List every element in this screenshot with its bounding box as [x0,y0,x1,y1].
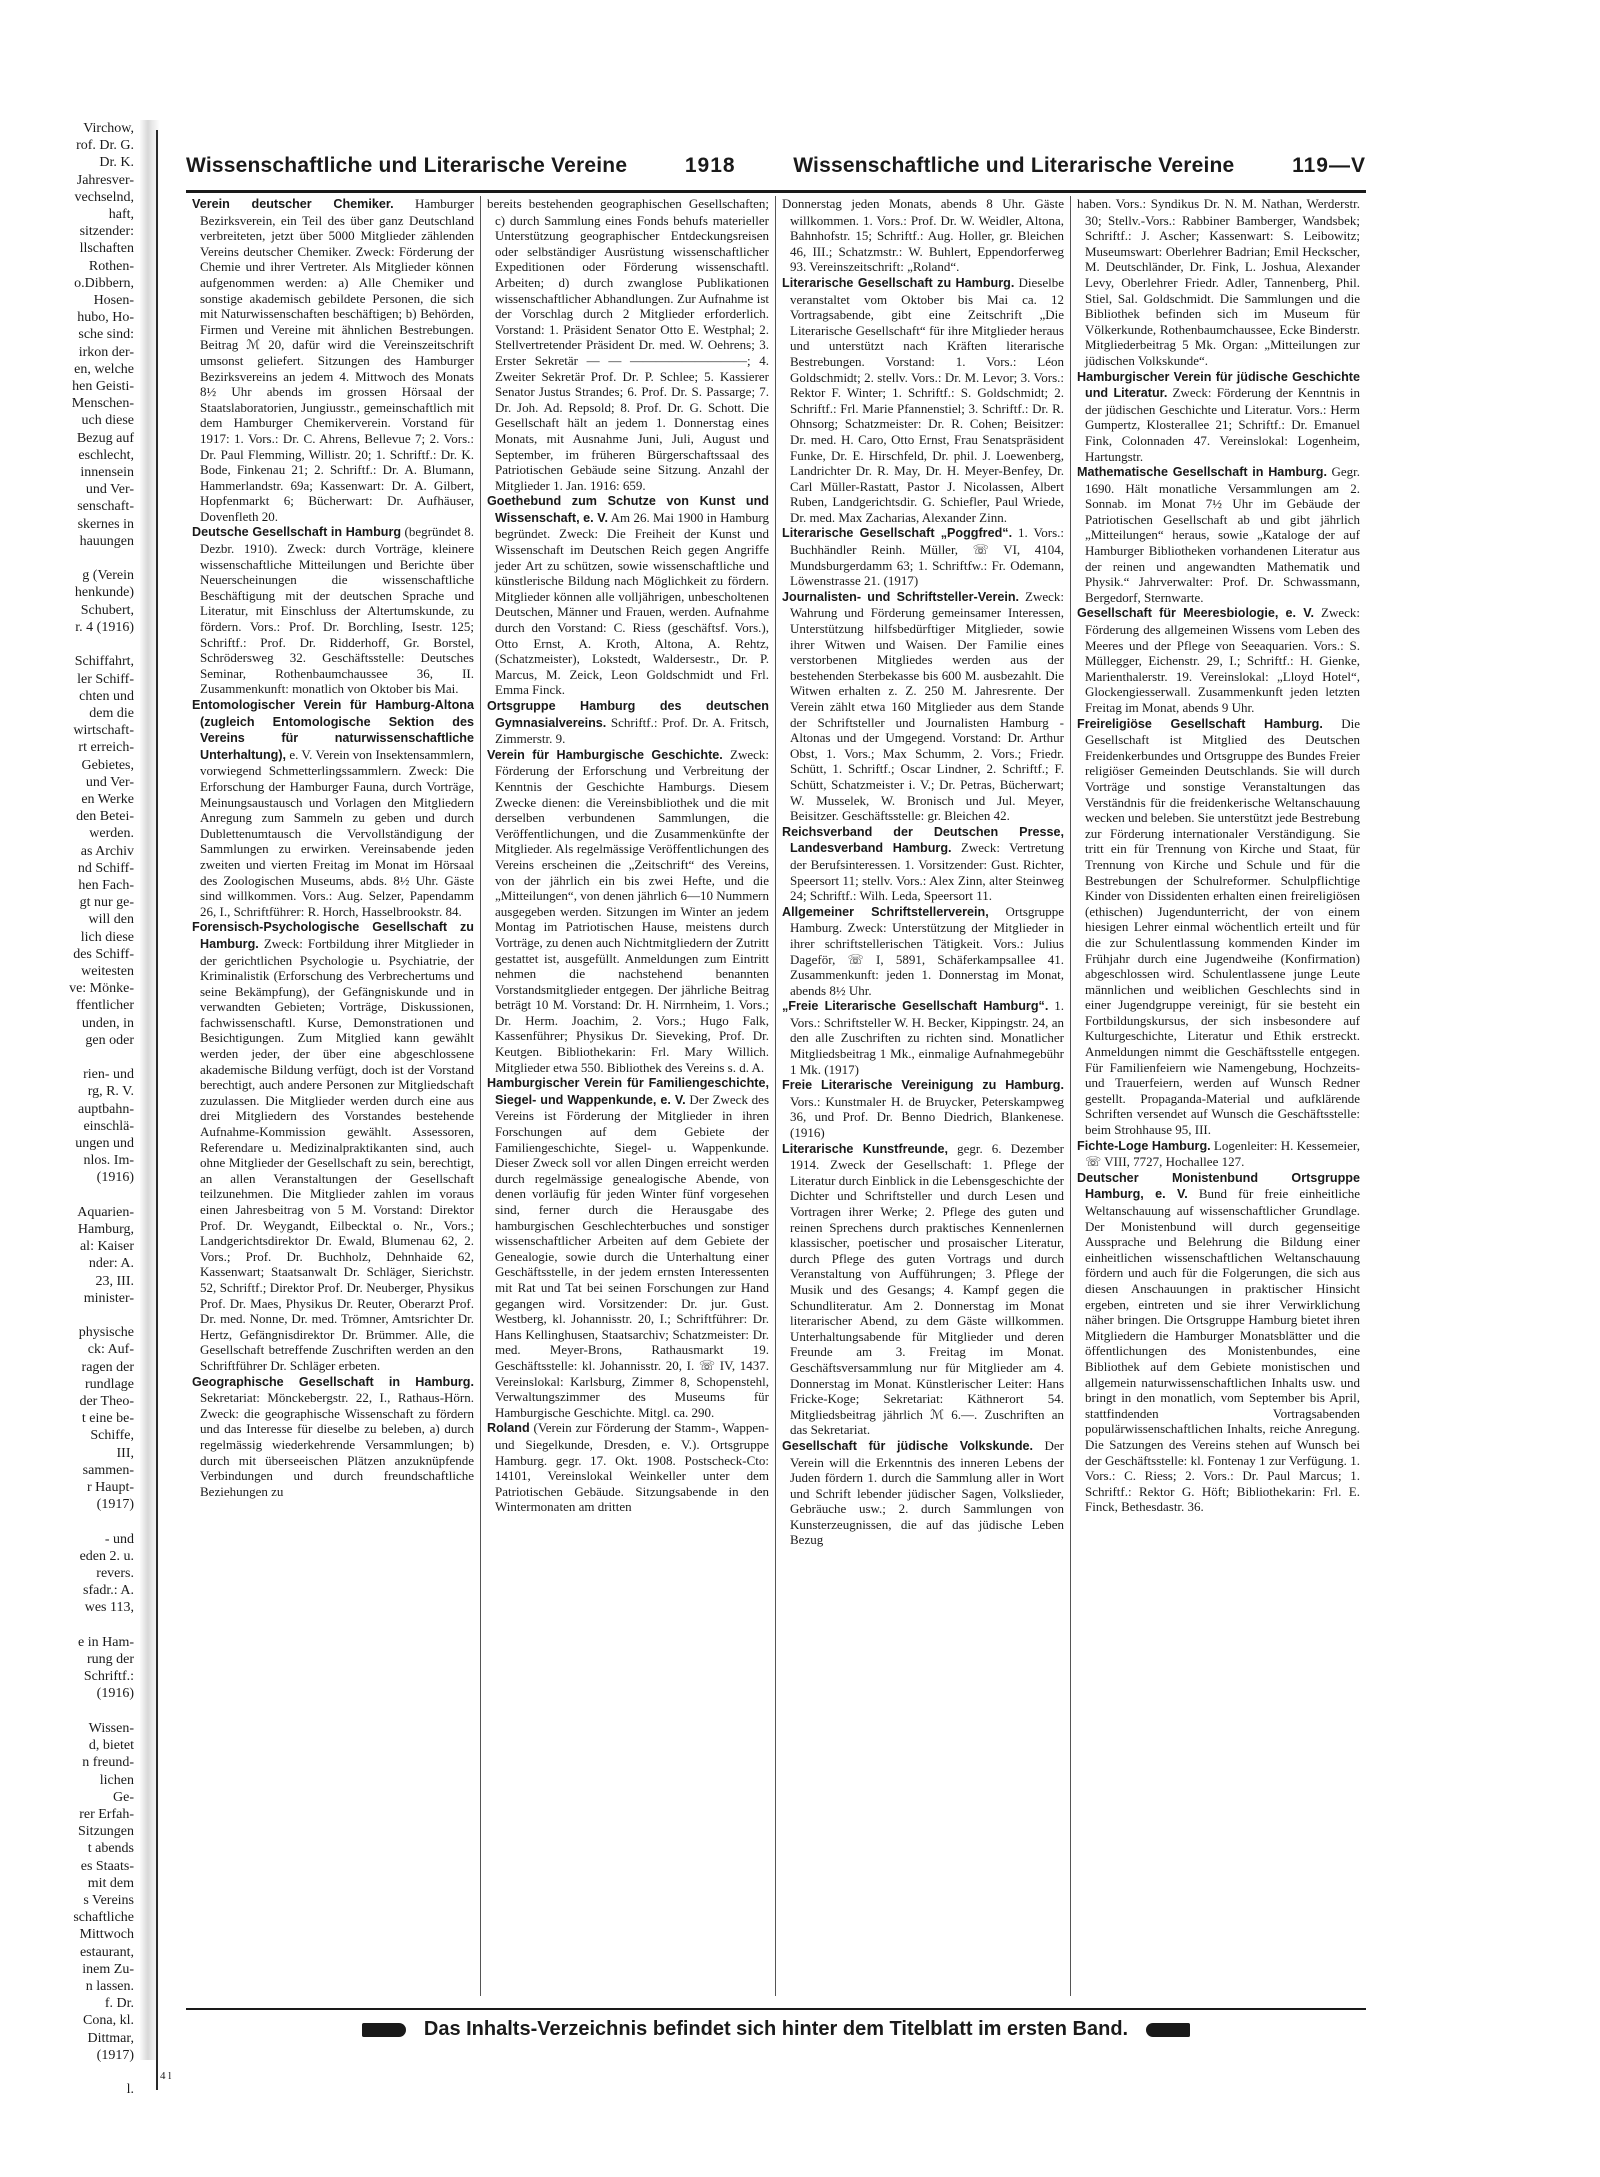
left-page-line: en, welche [74,361,134,377]
entry-heading: Hamburgischer Verein für Familiengeschichte, Siegel- und Wappenkunde, e. V. [487,1076,769,1107]
entry-text: Zweck: Vertretung der Berufsinteressen. 1. Vorsitzender: Gust. Richter, Speersort 11; stellv. Vors.: Alex Zinn, alter Steinweg 24; Schriftf.: Wilh. Leda, Speersort 11. [790,840,1064,904]
left-page-line: Ge- [113,1789,134,1805]
directory-entry [782,998,1064,1077]
left-page-line: sfadr.: A. [83,1583,134,1599]
left-page-line: ungen und [75,1135,134,1151]
entry-heading: Gesellschaft für Meeresbiologie, e. V. [1077,606,1315,621]
left-page-line: (1917) [96,2047,134,2063]
entry-heading: Journalisten- und Schriftsteller-Verein. [782,589,1020,604]
left-page-line: Wissen- [88,1720,134,1736]
header-year: 1918 [684,154,736,177]
left-page-line: Jahresver- [76,172,134,188]
entry-text: Ortsgruppe Hamburg. Zweck: Unterstützung der Mitglieder in ihrer schriftstellerischen Tätigkeit. Vors.: Julius Dageför, ☏ I, 5891, Schäferkampsallee 41. Zusammenkunft: jeden 1. Donnerstag im Monat, abends 8½ Uhr. [790,903,1064,998]
left-page-line: rg, R. V. [87,1084,134,1100]
text-column [186,196,481,1996]
left-page-line [0,1617,134,1634]
left-page-line: l. [126,2082,134,2098]
text-column [776,196,1071,1996]
entry-text: Am 26. Mai 1900 in Hamburg begründet. Zweck: Die Freiheit der Kunst und Wissenschaft im Deutschen Reich gegen Angriffe jeder Art zu schützen, sowie wissenschaftliche und künstlerische Bildung nach Möglichkeit zu fördern. Mitglieder können alle volljährigen, unbescholtenen Deutschen, Männer und Frauen, werden. Aufnahme durch den Vorstand: C. Riess (geschäftsf. Vors.), Otto Ernst, A. Kroth, Altona, A. Rehtz, (Schatzmeister), Lokstedt, Waldersestr., Dr. P. Marcus, M. Zeick, Leon Goldschmidt und Frl. Emma Finck. [495,509,769,698]
entry-heading: Geographische Gesellschaft in Hamburg. [192,1374,474,1389]
left-page-line: hen Geisti- [72,379,134,395]
directory-entry [1077,464,1360,605]
left-page-line: eden 2. u. [79,1548,134,1564]
left-page-line: 23, III. [95,1273,134,1289]
directory-entry [1077,1170,1360,1515]
left-page-line: es Staats- [80,1858,134,1874]
entry-heading: Allgemeiner Schriftstellerverein, [782,904,989,919]
left-page-line: auptbahn- [78,1101,134,1117]
left-page-line: Rothen- [88,258,134,274]
entry-text: Zweck: Förderung der Erforschung und Verbreitung der Kenntnis der Geschichte Hamburgs. Diesem Zwecke dienen: die Vereinsbibliothek und die mit derselben verbundenen Sammlungen, die Veröffentlichungen, und die Zusammenkünfte der Mitglieder. Als regelmässige Veröffentlichungen des Vereins erscheinen die „Zeitschrift“ des Vereins, von der jährlich ein bis zwei Hefte, und die „Mitteilungen“, von denen jährlich 6—10 Nummern ausgegeben werden. Sitzungen im Winter an jedem Montag im Patriotischen Hause, meistens durch Vorträge, zu denen auch Nichtmitgliedern der Zutritt gestattet ist, ausgefüllt. Anmeldungen zum Eintritt nehmen die nachstehend benannten Vorstandsmitglieder entgegen. Der jährliche Beitrag beträgt 10 M. Vorstand: Dr. H. Nirrnheim, 1. Vors.; Dr. Herm. Joachim, 2. Vors.; Hugo Falk, Kassenführer; Physikus Dr. Sieveking, Prof. Dr. Keutgen. Bibliothekarin: Frl. Mary Willich. Mitglieder etwa 550. Bibliothek des Vereins s. d. A. [495,746,769,1075]
directory-entry [1077,716,1360,1138]
entry-text: Gegr. 1690. Hält monatliche Versammlungen am 2. Sonnab. im Monat 7½ Uhr im Gebäude der Patriotischen Gesellschaft ab und gibt jährlich „Mitteilungen“ heraus, sowie „Kataloge der auf Hamburger Bibliotheken vorhandenen Literatur aus der reinen und angewandten Mathematik und Physik.“ Jahrverwalter: Prof. Dr. Schwassmann, Bergedorf, Sternwarte. [1085,464,1360,605]
left-page-line: werden. [89,826,134,842]
entry-heading: Freireligiöse Gesellschaft Hamburg. [1077,716,1323,731]
entry-heading: Deutsche Gesellschaft in Hamburg [192,525,402,540]
main-page [156,130,1560,2090]
left-page-line: n freund- [82,1755,134,1771]
pointing-hand-icon [362,2023,406,2037]
left-page-line: al: Kaiser [79,1239,134,1255]
left-page-line: Dittmar, [87,2030,134,2046]
left-page-line: gen oder [85,1032,134,1048]
directory-entry [1077,196,1360,369]
entry-text: Die Gesellschaft ist Mitglied des Deutschen Freidenkerbundes und Ortsgruppe des Bundes Freier religiöser Gemeinden Deutschlands. Sie will durch Vorträge und sonstige Veranstaltungen das Verständnis für die freidenkerische Weltanschauung wecken und beleben. Sie unterstützt jede Bestrebung zur Förderung internationaler Verständigung. Sie tritt ein für Trennung von Kirche und Staat, für Trennung von Kirche und Schule und für die Bestrebungen der Schulreformer. Schulpflichtige Kinder von Dissidenten erhalten einen freireligiösen (ethischen) Jugendunterricht, der von einem hiesigen Lehrer einmal wöchentlich erteilt und für die zur Schulentlassung kommenden Kinder im Frühjahr durch eine Jugendweihe (Konfirmation) abgeschlossen wird. Schulentlassene junge Leute männlichen und weiblichen Geschlechts sind in einer Jugendgruppe vereinigt, für sie besteht ein Fortbildungskursus, der sich insbesondere auf Kulturgeschichte, Literatur und Ethik erstreckt. Anmeldungen nimmt die Geschäftsstelle entgegen. Für Familienfeiern wie Namengebung, Hochzeits- und Trauerfeiern, werden auf Wunsch Redner gestellt. Propaganda-Material und aufklärende Schriften versendet auf Wunsch die Geschäftsstelle: beim Strohhause 95, III. [1085,715,1360,1138]
left-page-line: nder: A. [88,1256,134,1272]
left-page-line: llschaften [79,241,134,257]
left-page-line: r. 4 (1916) [75,619,134,635]
left-page-line: ve: Mönke- [69,981,134,997]
entry-heading: Literarische Kunstfreunde, [782,1141,949,1156]
left-page-line: ck: Auf- [87,1342,134,1358]
directory-entry [487,1420,769,1515]
left-page-line: Cona, kl. [83,2013,134,2029]
left-page-line: Bezug auf [76,430,134,446]
left-page-line: rien- und [83,1067,134,1083]
left-page-line: weitesten [81,963,134,979]
left-page-line: rung der [86,1652,134,1668]
left-page-line: Dr. K. [99,155,134,171]
left-page-line: nd Schiff- [77,860,134,876]
left-page-line: eschlecht, [78,447,134,463]
left-page-line: physische [78,1325,134,1341]
left-page-line: g (Verein [82,568,134,584]
entry-text: haben. Vors.: Syndikus Dr. N. M. Nathan, Werderstr. 30; Stellv.-Vors.: Rabbiner Bamberger, Wandsbek; Schriftf.: J. Ascher; Kassenwart: S. Leibowitz; Museumswart: Oberlehrer Badrian; Emil Heckscher, M. Deutschländer, Dr. Fink, L. Joshua, Alexander Levy, Oberlehrer Friedr. Adler, Tannenberg, Phil. Stiel, Sal. Goldschmidt. Die Sammlungen und die Bibliothek befinden sich im Museum für Völkerkunde, Rothenbaumchaussee, Ecke Binderstr. Mitgliederbeitrag 5 Mk. Organ: „Mitteilungen zur jüdischen Volkskunde“. [1077,196,1360,368]
left-page-line: as Archiv [80,843,134,859]
entry-heading: Goethebund zum Schutze von Kunst und Wissenschaft, e. V. [487,494,769,525]
left-page-line [0,1049,134,1066]
directory-entry [782,196,1064,275]
left-page-line: en Werke [81,791,134,807]
left-page-line: henkunde) [74,585,134,601]
entry-heading: Forensisch-Psychologische Gesellschaft zu Hamburg. [192,920,474,951]
left-page-line: e in Ham- [78,1634,134,1650]
left-page-line: o.Dibbern, [74,275,134,291]
entry-text: Zweck: Wahrung und Förderung gemeinsamer Interessen, Unterstützung hilfsbedürftiger Mitglieder, sowie ihrer Witwen und Waisen. Der Familie eines verstorbenen Mitgliedes werden aus der bestehenden Sterbekasse bis 600 M. ausbezahlt. Die Witwen erhalten z. Z. 250 M. Jahresrente. Der Verein zählt etwa 160 Mitglieder aus dem Stande der Schriftsteller und Journalisten Hamburg - Altonas und der Umgegend. Vorstand: Dr. Arthur Obst, 1. Vors.; Max Schumm, 2. Vors.; Friedr. Schütt, 1. Schriftf.; Oscar Lindner, 2. Schriftf.; F. Schütt, Schatzmeister i. V.; Dr. Petras, Bücherwart; W. Musselek, W. Bronisch und Jul. Meyer, Beisitzer. Geschäftsstelle: gr. Bleichen 42. [790,588,1065,824]
left-page-line [0,1307,134,1324]
left-page-line: lich diese [80,929,134,945]
left-page-line: nlos. Im- [83,1153,134,1169]
directory-entry [192,196,474,524]
left-page-line: uch diese [81,413,134,429]
entry-text: Sekretariat: Mönckebergstr. 22, I., Rathaus-Hörn. Zweck: die geographische Wissenschaft zu fördern und das Interesse für dieselbe zu beleben, a) durch regelmässig wiederkehrende Versammlungen; b) durch mit überseeischen Plätzen anzuknüpfende Verbindungen und durch freundschaftliche Beziehungen zu [200,1390,474,1499]
left-page-line: irkon der- [78,344,134,360]
entry-text: e. V. Verein von Insektensammlern, vorwiegend Schmetterlingssammlern. Zweck: Die Erforschung der Hamburger Fauna, durch Vorträge, Meinungsaustausch und Vorlagen den Mitgliedern Anregung zum Sammeln zu geben und durch Dublettenumtausch die Vervollständigung der Sammlungen zu erwirken. Vereinsabende jeden zweiten und vierten Freitag im Monat im Hörsaal des Zoologischen Museums, abds. 8½ Uhr. Gäste sind willkommen. Vors.: Aug. Selzer, Papendamm 26, I., Schriftführer: R. Horch, Hasselbrookstr. 84. [200,746,474,919]
left-page-line: sammen- [82,1462,134,1478]
left-page-line: - und [104,1531,134,1547]
directory-entry [487,493,769,698]
directory-entry [782,1141,1064,1438]
text-columns [186,196,1366,1996]
entry-heading: Deutscher Monistenbund Ortsgruppe Hamburg, e. V. [1077,1170,1360,1202]
entry-text: Der Verein will die Erkenntnis des inneren Lebens der Juden fördern 1. durch die Sammlung aller in Wort und Schrift lebender jüdischer Sagen, Volkslieder, Gebräuche usw.; 2. durch Sammlungen von Kunsterzeugnissen, die auf das jüdische Leben Bezug [790,1437,1064,1548]
entry-text: Der Zweck des Vereins ist Förderung der Mitglieder in ihren Forschungen auf dem Gebiete der Familiengeschichte, Siegel- u. Wappenkunde. Dieser Zweck soll vor allen Dingen erreicht werden durch regelmässige genealogische Abende, von denen vorläufig für jeden Winter fünf vorgesehen sind, ferner durch die Herausgabe des hamburgischen Geschlechterbuches und sonstiger wissenschaftlicher Arbeiten auf dem Gebiete der Genealogie, sowie durch die Unterhaltung einer Geschäftsstelle, in der jedem ernsten Interessenten mit Rat und Tat bei seinen Forschungen zur Hand gegangen wird. Vorsitzender: Dr. jur. Gust. Westberg, kl. Johannisstr. 20, I.; Schriftführer: Dr. Hans Kellinghusen, Staatsarchiv; Schatzmeister: Dr. med. Meyer-Brons, Rathausmarkt 19. Geschäftsstelle: kl. Johannisstr. 20, I. ☏ IV, 1437. Vereinslokal: Karlsburg, Zimmer 8, Schopenstehl, Verwaltungszimmer des Museums für Hamburgische Geschichte. Mitgl. ca. 290. [495,1091,770,1420]
entry-heading: Mathematische Gesellschaft in Hamburg. [1077,465,1327,480]
left-page-line: t eine be- [81,1411,134,1427]
left-page-line [0,636,134,653]
entry-text: Logenleiter: H. Kessemeier, ☏ VIII, 7727, Hochallee 127. [1085,1137,1360,1170]
entry-text: Hamburger Bezirksverein, ein Teil des über ganz Deutschland verbreiteten, jetzt über 5000 Mitglieder zählenden Vereins deutscher Chemiker. Zweck: Förderung der Chemie und ihrer Vertreter. Als Mitglieder können aufgenommen werden: a) Alle Chemiker und sonstige akademisch gebildete Personen, die sich mit Naturwissenschaften beschäftigen; b) Behörden, Firmen und Vereine mit ähnlichen Bestrebungen. Beitrag ℳ 20, dafür wird die Vereinszeitschrift umsonst geliefert. Sitzungen des Hamburger Bezirksvereins an jedem 4. Mittwoch des Monats 8½ Uhr abends im grossen Hörsaal der Staatslaboratorien, Jungiusstr., gemeinschaftlich mit dem Hamburger Chemikerverein. Vorstand für 1917: 1. Vors.: Dr. C. Ahrens, Bellevue 7; 2. Vors.: Dr. Paul Flemming, Willistr. 20; 1. Schriftf.: Dr. K. Bode, Finkenau 21; 2. Schriftf.: Dr. A. Blumann, Hammerlandstr. 69a; Kassenwart: Dr. A. Gilbert, Hopfenmarkt 6; Bücherwart: Dr. Aufhäuser, Dovenfleth 20. [200,196,474,524]
left-page-line: hauungen [79,533,134,549]
left-page-line: skernes in [77,516,134,532]
entry-heading: Verein deutscher Chemiker. [192,197,394,211]
left-page-line: revers. [96,1566,134,1582]
text-column [481,196,776,1996]
directory-entry [1077,605,1360,715]
pointing-hand-icon [1146,2023,1190,2037]
left-page-line: Hamburg, [77,1222,134,1237]
entry-text: Bund für freie einheitliche Weltanschauung auf wissenschaftlicher Grundlage. Der Monistenbund will durch gegenseitige Aussprache und Belehrung die Bildung einer einheitlichen wissenschaftlichen Weltanschauung fördern und auch für die Folgerungen, die sich aus diesen Anschauungen in praktischer Hinsicht ergeben, eintreten und sie ihrer Verwirklichung näher bringen. Die Ortsgruppe Hamburg bietet ihren Mitgliedern die Hamburger Monatsblätter und die öffentlichungen des Monistenbundes, eine Bibliothek auf dem Gebiete monistischen und allgemein naturwissenschaftlichen Inhalts usw. und bringt in den monatlich, vom September bis April, stattfindenden Vortragsabenden populärwissenschaftlichen Inhalts, reiche Anregung. Die Satzungen des Vereins stehen auf Wunsch bei der Geschäftsstelle: kl. Fontenay 1 zur Verfügung. 1. Vors.: C. Riess; 2. Vors.: Dr. Paul Marcus; 1. Schriftf.: Rektor G. Höft; Bibliothekarin: Frl. E. Finck, Bethesdastr. 36. [1085,1186,1360,1515]
entry-heading: Ortsgruppe Hamburg des deutschen Gymnasialvereins. [487,699,769,730]
footer-note [186,2018,1366,2041]
directory-entry [487,1075,769,1420]
left-page-line: lichen [99,1772,134,1788]
left-page-line: d, bietet [88,1738,134,1754]
entry-text: Vors.: Kunstmaler H. de Bruycker, Peterskampweg 36, und Prof. Dr. Benno Diedrich, Blankenese. (1916) [790,1093,1064,1141]
directory-entry [192,1374,474,1500]
left-page-line: (1916) [96,1170,134,1186]
left-page-line: rof. Dr. G. [76,138,134,154]
left-page-line [0,550,134,567]
header-right-title: Wissenschaftliche und Literarische Vereine [793,154,1235,177]
left-page-line: des Schiff- [73,946,134,962]
directory-entry [192,524,474,697]
left-page-line: Schubert, [80,602,134,618]
left-page-line: innensein [80,465,134,481]
left-page-line: (1916) [96,1686,134,1702]
directory-entry [192,697,474,919]
directory-entry [782,904,1064,999]
left-page-line [0,1703,134,1720]
left-page-line: schaftliche [73,1910,134,1926]
directory-entry [192,919,474,1373]
entry-text: Zweck: Förderung der Kenntnis in der jüdischen Geschichte und Literatur. Vors.: Herm Gumpertz, Klosterallee 21; Schriftf.: Dr. Emanuel Fink, Colonnaden 47. Vereinslokal: Logenheim, Hartungstr. [1085,385,1361,464]
left-page-line: Gebietes, [81,757,134,773]
entry-text: Dieselbe veranstaltet vom Oktober bis Mai ca. 12 Vortragsabende, gibt eine Zeitschrift „Die Literarische Gesellschaft“ für ihre Mitglieder heraus und unterstützt nach Kräften literarische Bestrebungen. Vorstand: 1. Vors.: Léon Goldschmidt; 2. stellv. Vors.: Dr. M. Levor; 3. Vors.: Rektor F. Winter; 1. Schriftf.: S. Goldschmidt; 2. Schriftf.: Frl. Marie Pfannenstiel; 3. Schriftf.: Dr. R. Ohnsorg; Schatzmeister: Dr. R. Cohen; Beisitzer: Dr. med. H. Caro, Otto Ernst, Frau Senatspräsident Funke, Dr. E. Hirschfeld, Dr. phil. J. Loewenberg, Landrichter Dr. R. May, Dr. H. Meyer-Benfey, Dr. Carl Müller-Rastatt, Pastor J. Nicolassen, Albert Ruben, Landgerichtsdir. G. Schiefler, Paul Wriede, Dr. med. Max Zacharias, Alexander Zinn. [790,274,1065,525]
left-page-line: hubo, Ho- [77,310,134,326]
directory-entry [782,589,1064,824]
directory-entry [782,275,1064,526]
entry-heading: Entomologischer Verein für Hamburg-Altona (zugleich Entomologische Sektion des Vereins für naturwissenschaftliche Unterhaltung), [192,698,474,762]
entry-text: gegr. 6. Dezember 1914. Zweck der Gesellschaft: 1. Pflege der Literatur durch Einblick in die Lebensgeschichte der Dichter und Schriftsteller und durch Lesen und Vortragen ihrer Werke; 2. Pflege des guten und reinen Sprechens durch praktisches Kennenlernen klassischer, poetischer und prosaischer Literatur, durch Pflege des guten Vortrags und durch Veranstaltung von Aufführungen; 3. Pflege der Musik und des Gesangs; 4. Kampf gegen die Schundliteratur. Am 2. Donnerstag im Monat literarischer Abend, zu dem Gäste willkommen. Unterhaltungsabende für Mitglieder und deren Freunde am 3. Freitag im Monat. Geschäftsversammlung nur für Mitglieder am 4. Donnerstag im Monat. Künstlerischer Leiter: Hans Fricke-Koge; Sekretariat: Käthnerort 54. Mitgliedsbeitrag jährlich ℳ 6.—. Zuschriften an das Sekretariat. [790,1140,1064,1438]
left-page-fragment [0,120,140,2098]
entry-heading: Freie Literarische Vereinigung zu Hamburg. [782,1078,1064,1093]
entry-text: Schriftf.: Prof. Dr. A. Fritsch, Zimmerstr. 9. [495,714,769,747]
left-page-line: vechselnd, [74,189,134,205]
entry-heading: Gesellschaft für jüdische Volkskunde. [782,1438,1034,1453]
left-page-line [0,2064,134,2081]
left-page-line: rundlage [85,1376,134,1392]
footer-rule [186,2008,1366,2010]
entry-heading: Roland [487,1421,530,1436]
entry-text: 1. Vors.: Buchhändler Reinh. Müller, ☏ VI, 4104, Mundsburgerdamm 63; 1. Schriftfw.: Fr. Odemann, Löwenstrasse 21. (1917) [790,525,1064,589]
scan-edge [0,0,1600,40]
left-page-line: haft, [108,207,134,223]
left-page-line: n lassen. [85,1978,134,1994]
left-page-line: unden, in [81,1015,134,1031]
left-page-line: will den [88,912,134,928]
left-page-line: s Vereins [83,1892,134,1908]
footer-text: Das Inhalts-Verzeichnis befindet sich hinter dem Titelblatt im ersten Band. [423,2018,1129,2040]
left-page-line: der Theo- [79,1394,134,1410]
directory-entry [782,1077,1064,1140]
left-page-line: und Ver- [85,774,134,790]
entry-heading: Fichte-Loge Hamburg. [1077,1138,1211,1153]
directory-entry [487,698,769,747]
left-page-line: t abends [87,1841,134,1857]
entry-heading: Literarische Gesellschaft zu Hamburg. [782,275,1015,290]
left-page-line: dem die [89,705,134,721]
left-page-line: ffentlicher [75,998,134,1014]
directory-entry [1077,1138,1360,1170]
entry-text: 1. Vors.: Schriftsteller W. H. Becker, Kippingstr. 24, an den alle Zuschriften zu richten sind. Monatlicher Mitgliedsbeitrag 1 Mk., einmalige Aufnahmegebühr 1 Mk. (1917) [790,998,1065,1077]
entry-heading: Hamburgischer Verein für jüdische Geschichte und Literatur. [1077,369,1360,401]
directory-entry [1077,369,1360,465]
left-page-line: den Betei- [76,809,134,825]
left-page-line: sche sind: [78,327,134,343]
left-page-line: Aquarien- [77,1204,134,1220]
entry-text: (begründet 8. Dezbr. 1910). Zweck: durch Vorträge, kleinere wissenschaftliche Mitteilungen und Berichte über Neuerscheinungen die wissenschaftliche Beschäftigung mit der deutschen Sprache und Literatur, mit Einschluss der Altertumskunde, zu fördern. Vors.: Prof. Dr. Borchling, Isestr. 125; Schriftf.: Prof. Dr. Ridderhoff, Gr. Borstel, Schrödersweg 32. Geschäftsstelle: Deutsches Seminar, Rothenbaumchaussee 36, II. Zusammenkunft: monatlich von Oktober bis Mai. [200,524,475,697]
left-page-line: wirtschaft- [73,723,134,739]
left-page-line: r Haupt- [86,1480,134,1496]
directory-entry [487,196,769,493]
left-page-line: (1917) [96,1497,134,1513]
running-header [186,144,1366,188]
left-page-line: Hosen- [93,293,134,309]
text-column [1071,196,1366,1996]
left-page-line: wes 113, [84,1600,134,1616]
left-page-line: rt erreich- [78,740,134,756]
left-page-line: chten und [79,688,134,704]
left-page-line: ragen der [81,1359,134,1375]
left-page-line: sitzender: [79,224,134,240]
left-page-line: rer Erfah- [79,1806,134,1822]
left-page-line: minister- [83,1290,134,1306]
left-page-line: III, [116,1445,134,1461]
directory-entry [782,1438,1064,1548]
left-page-line: und Ver- [85,482,134,498]
entry-heading: Literarische Gesellschaft „Poggfred“. [782,526,1013,541]
left-page-line: Mittwoch [79,1927,134,1943]
left-page-line: Sitzungen [78,1824,134,1840]
left-page-line: Schiffe, [90,1428,134,1444]
entry-text: Zweck: Förderung des allgemeinen Wissens vom Leben des Meeres und der Pflege von Seeaquarien. Vors.: S. Müllegger, Eichenstr. 29, I.; Schriftf.: H. Gienke, Marienthalerstr. 19. Vereinslokal: „Lloyd Hotel“, Glockengiesserwall. Zusammenkunft jeden letzten Freitag im Monat, abends 9 Uhr. [1085,605,1360,715]
left-page-line: f. Dr. [104,1996,134,2012]
left-page-line: Virchow, [83,121,134,136]
directory-entry [782,824,1064,904]
entry-text: Zweck: Fortbildung ihrer Mitglieder in der gerichtlichen Psychologie u. Psychiatrie, der Kriminalistik (Erforschung des Verbrechertums und seine Bekämpfung), der Gefängniskunde und in verwandten Gebieten; Vorträge, Diskussionen, fachwissenschaftl. Kurse, Demonstrationen und Besichtigungen. Zum Mitglied kann gewählt werden jeder, der über eine abgeschlossene akademische Bildung verfügt, doch ist der Vorstand berechtigt, auch andere Personen zur Mitgliedschaft zuzulassen. Die Mitglieder werden durch eine aus drei Mitgliedern des Vorstandes bestehende Aufnahme-Kommission gewählt. Assessoren, Referendare u. Medizinalpraktikanten sind, auch ohne Mitglieder der Gesellschaft zu sein, berechtigt, an allen Veranstaltungen der Gesellschaft teilzunehmen. Die Mitglieder zahlen im voraus einen Jahresbeitrag von 5 M. Vorstand: Direktor Prof. Dr. Weygandt, Eilbecktal o. Nr., Vors.; Landgerichtsdirektor Dr. Ewald, Blumenau 62, 2. Vors.; Prof. Dr. Buchholz, Dehnhaide 62, Kassenwart; Staatsanwalt Dr. Schläger, Sierichstr. 52, Schriftf.; Direktor Prof. Dr. Neuberger, Physikus Prof. Dr. Maes, Physikus Dr. Reuter, Oberarzt Prof. Dr. med. Nonne, Dr. med. Trömner, Amtsrichter Dr. Hertz, Gefängnisdirektor Dr. Brümmer. Alle, die Gesellschaft betreffende Zuschriften werden an den Schriftführer Dr. Schläger erbeten. [200,935,474,1373]
left-page-line: mit dem [87,1875,134,1891]
entry-text: bereits bestehenden geographischen Gesellschaften; c) durch Sammlung eines Fonds behufs materieller Unterstützung geographischer Entdeckungsreisen oder selbständiger Ausrüstung wissenschaftlicher Expeditionen oder Förderung wissenschaftl. Arbeiten; d) durch zwanglose Publikationen wissenschaftlicher Abhandlungen. Zur Aufnahme ist der Vorschlag durch 2 Mitglieder erforderlich. Vorstand: 1. Präsident Senator Otto E. Westphal; 2. Stellvertretender Präsident Dr. med. W. Oehrens; 3. Erster Sekretär — — —————————; 4. Zweiter Sekretär Prof. Dr. P. Schlee; 5. Kassierer Senator Justus Strandes; 6. Prof. Dr. S. Passarge; 7. Dr. Joh. Ad. Repsold; 8. Prof. Dr. G. Schott. Die Gesellschaft hält an jedem 1. Donnerstag eines Monats, mit Ausnahme Juni, Juli, August und September, im früheren Bürgerschaftssaal des Patriotischen Gebäude seine Sitzung. Anzahl der Mitglieder 1. Jan. 1916: 659. [487,196,769,493]
header-left-title: Wissenschaftliche und Literarische Vereine [186,154,628,177]
left-page-line: senschaft- [77,499,134,515]
entry-heading: Verein für Hamburgische Geschichte. [487,747,723,762]
entry-heading: Reichsverband der Deutschen Presse, Landesverband Hamburg. [782,824,1064,856]
left-page-line: Menschen- [71,396,134,412]
left-page-line: inem Zu- [82,1961,134,1977]
entry-heading: „Freie Literarische Gesellschaft Hamburg“. [782,999,1049,1014]
left-page-line: einschlä- [83,1118,134,1134]
left-page-line: estaurant, [79,1944,134,1960]
corner-mark: 4 l [160,2070,172,2082]
entry-text: (Verein zur Förderung der Stamm-, Wappen- und Siegelkunde, Dresden, e. V.). Ortsgruppe Hamburg. gegr. 17. Okt. 1908. Postscheck-Cto: 14101, Vereinslokal Weinkeller unter dem Patriotischen Gebäude. Sitzungsabende in den Wintermonaten am dritten [495,1420,769,1515]
left-page-line: Schiffahrt, [74,654,134,670]
header-rule [186,190,1366,193]
left-page-line [0,1187,134,1204]
left-page-line: ler Schiff- [77,671,134,687]
left-page-line: gt nur ge- [79,895,134,911]
left-page-line: Schriftf.: [83,1669,134,1685]
page-number: 119—V [1292,154,1366,177]
directory-entry [782,525,1064,588]
left-page-line: hen Fach- [78,877,134,893]
entry-text: Donnerstag jeden Monats, abends 8 Uhr. Gäste willkommen. 1. Vors.: Prof. Dr. W. Weidler, Altona, Bahnhofstr. 15; Schriftf.: Aug. Holler, gr. Bleichen 46, III.; Schatzmstr.: W. Buhlert, Eppendorferweg 93. Vereinszeitschrift: „Roland“. [782,196,1064,275]
left-page-line [0,1513,134,1530]
directory-entry [487,747,769,1075]
